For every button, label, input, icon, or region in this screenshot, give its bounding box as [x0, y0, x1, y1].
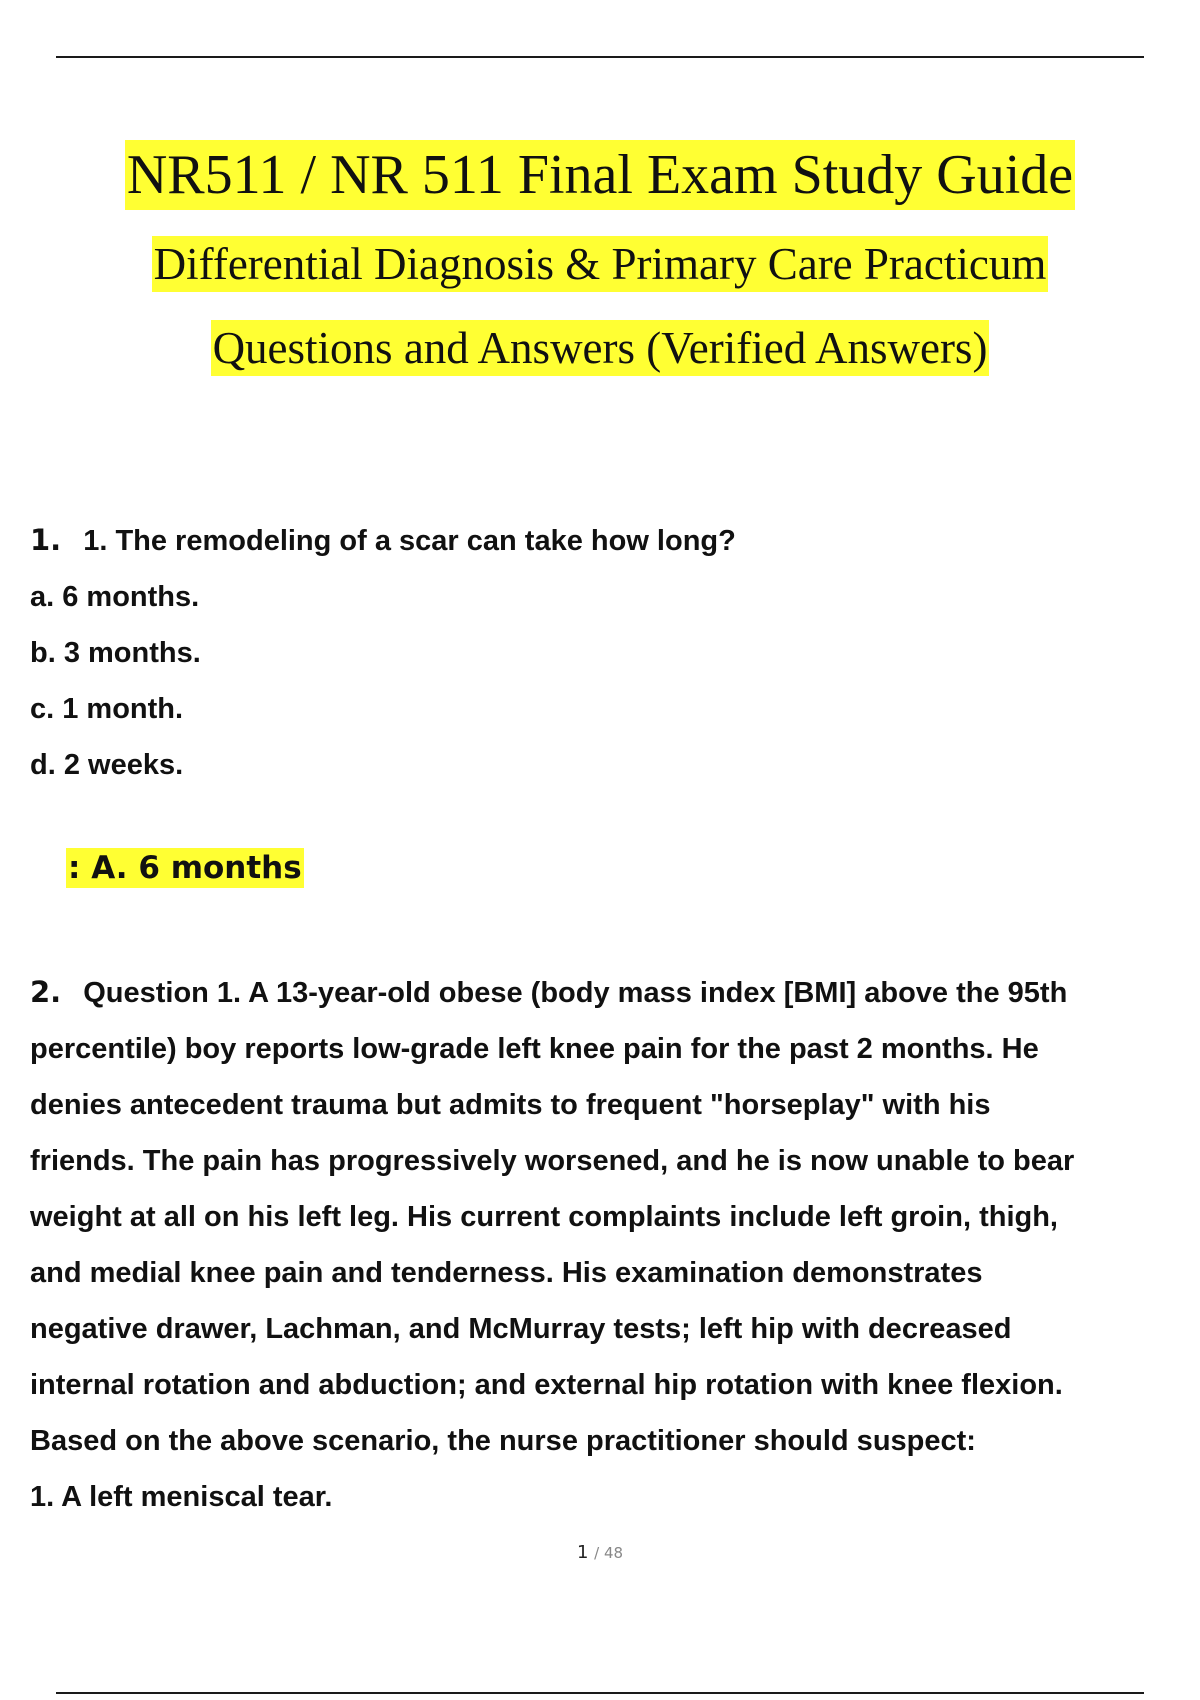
question-1-answer: : A. 6 months [68, 850, 302, 886]
header-rule [56, 56, 1144, 58]
document-title [0, 140, 1200, 376]
question-2-line: internal rotation and abduction; and external hip rotation with knee flexion. [30, 1369, 1063, 1401]
question-2-line: negative drawer, Lachman, and McMurray tests; left hip with decreased [30, 1313, 1012, 1345]
question-2-line: and medial knee pain and tenderness. His examination demonstrates [30, 1257, 983, 1289]
footer-rule [56, 1692, 1144, 1694]
option-c: c. 1 month. [30, 693, 184, 725]
question-2-line: Based on the above scenario, the nurse practitioner should suspect: [30, 1425, 976, 1457]
question-2 [30, 964, 1190, 1525]
question-1-text: 1. The remodeling of a scar can take how long? [83, 525, 736, 557]
question-1 [30, 512, 1190, 793]
option-a: a. 6 months. [30, 581, 200, 613]
page-total: / 48 [594, 1544, 624, 1562]
title-line-2: Differential Diagnosis & Primary Care Practicum [152, 236, 1049, 292]
question-2-line: denies antecedent trauma but admits to frequent "horseplay" with his [30, 1089, 991, 1121]
option-d: d. 2 weeks. [30, 749, 184, 781]
title-line-3: Questions and Answers (Verified Answers) [211, 320, 990, 376]
question-2-number: 2. [30, 975, 62, 1009]
page-number [0, 1542, 1200, 1563]
question-2-line: friends. The pain has progressively worsened, and he is now unable to bear [30, 1145, 1075, 1177]
question-1-number: 1. [30, 523, 62, 557]
option-b: b. 3 months. [30, 637, 201, 669]
title-line-1: NR511 / NR 511 Final Exam Study Guide [125, 140, 1075, 210]
page-current: 1 [576, 1542, 589, 1563]
question-2-line: Question 1. A 13-year-old obese (body mass index [BMI] above the 95th [83, 977, 1068, 1009]
question-2-line: percentile) boy reports low-grade left knee pain for the past 2 months. He [30, 1033, 1039, 1065]
question-2-line: weight at all on his left leg. His current complaints include left groin, thigh, [30, 1201, 1058, 1233]
question-2-line: 1. A left meniscal tear. [30, 1481, 333, 1513]
